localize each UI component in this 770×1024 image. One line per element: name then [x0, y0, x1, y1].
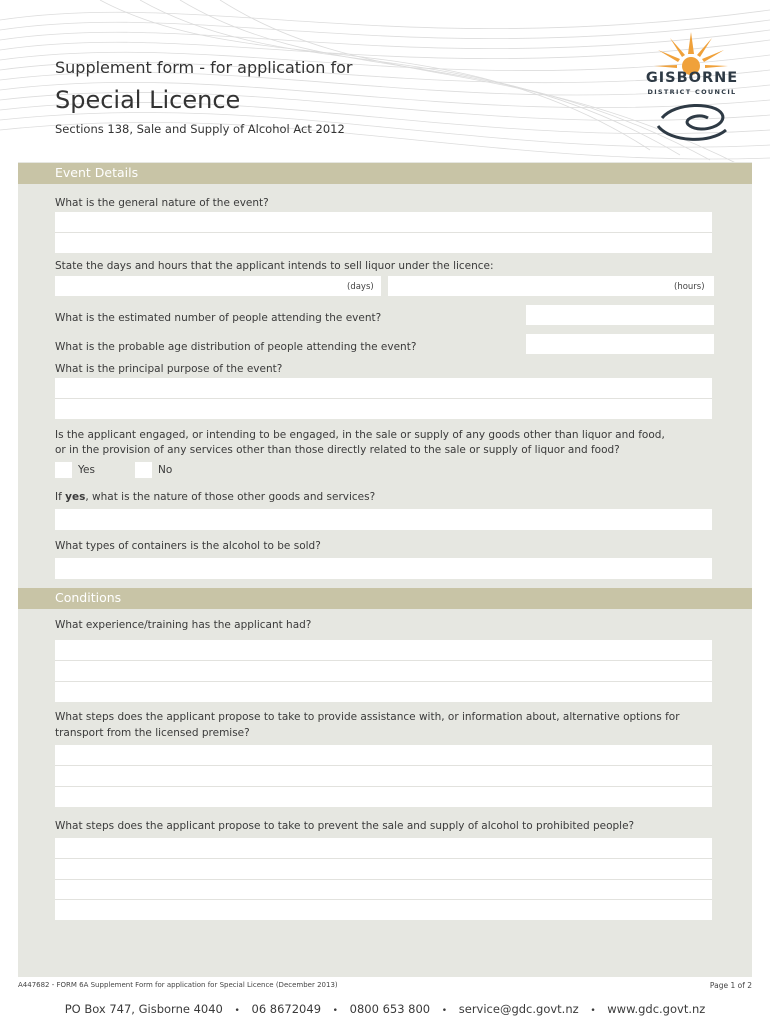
form-id: A447682 - FORM 6A Supplement Form for application for Special Licence (December 2013) [18, 981, 338, 989]
section-header-event-details [18, 163, 752, 184]
question-principal-purpose: What is the principal purpose of the event? [55, 363, 283, 375]
phone-1: 06 8672049 [251, 1002, 322, 1016]
question-if-yes [55, 489, 375, 505]
yes-checkbox[interactable] [55, 462, 72, 478]
section-title: Conditions [55, 590, 122, 605]
field-rule [55, 858, 712, 859]
logo-name: GISBORNE [645, 70, 739, 86]
question-transport-line2: transport from the licensed premise? [55, 727, 250, 739]
if-prefix: If [55, 491, 66, 503]
contact-line [0, 1002, 770, 1016]
separator: • [590, 1006, 596, 1016]
question-transport-line1: What steps does the applicant propose to take to provide assistance with, or information about, alternative options for [55, 711, 680, 723]
if-suffix: , what is the nature of those other goods and services? [85, 491, 376, 503]
field-rule [55, 232, 712, 233]
experience-field[interactable] [55, 640, 712, 702]
separator: • [332, 1006, 338, 1016]
field-rule [55, 899, 712, 900]
number-people-field[interactable] [526, 305, 714, 325]
field-rule [55, 786, 712, 787]
other-goods-field[interactable] [55, 509, 712, 530]
website-link[interactable]: www.gdc.govt.nz [607, 1002, 706, 1016]
email-link[interactable]: service@gdc.govt.nz [458, 1002, 579, 1016]
form-subtitle: Sections 138, Sale and Supply of Alcohol Act 2012 [55, 122, 345, 136]
logo-subtitle: DISTRICT COUNCIL [647, 88, 737, 96]
age-distribution-field[interactable] [526, 334, 714, 354]
page-number: Page 1 of 2 [709, 981, 752, 990]
phone-2: 0800 653 800 [349, 1002, 431, 1016]
separator: • [234, 1006, 240, 1016]
section-header-conditions [18, 588, 752, 609]
days-field[interactable] [55, 276, 381, 296]
question-prohibited: What steps does the applicant propose to take to prevent the sale and supply of alcohol to prohibited people? [55, 820, 635, 832]
question-age-distribution: What is the probable age distribution of people attending the event? [55, 341, 417, 353]
field-rule [55, 765, 712, 766]
question-other-goods-line2: or in the provision of any services other than those directly related to the sale or supply of liquor and food? [55, 444, 620, 456]
section-title: Event Details [55, 165, 139, 180]
no-checkbox[interactable] [135, 462, 152, 478]
address: PO Box 747, Gisborne 4040 [64, 1002, 223, 1016]
question-days-hours: State the days and hours that the applicant intends to sell liquor under the licence: [55, 260, 494, 272]
field-rule [55, 660, 712, 661]
no-label: No [158, 464, 173, 476]
form-title: Special Licence [55, 86, 241, 114]
days-hint: (days) [347, 282, 374, 292]
separator: • [441, 1006, 448, 1016]
field-rule [55, 681, 712, 682]
form-title-line1: Supplement form - for application for [55, 58, 353, 77]
if-yes-emphasis: yes [65, 491, 86, 503]
field-rule [55, 398, 712, 399]
question-nature: What is the general nature of the event? [55, 197, 269, 209]
hours-hint: (hours) [674, 282, 705, 292]
question-number-people: What is the estimated number of people attending the event? [55, 312, 382, 324]
yes-label: Yes [78, 464, 95, 476]
transport-field[interactable] [55, 745, 712, 807]
hours-field[interactable] [388, 276, 714, 296]
question-other-goods-line1: Is the applicant engaged, or intending to be engaged, in the sale or supply of any goods other than liquor and food, [55, 429, 665, 441]
question-containers: What types of containers is the alcohol to be sold? [55, 540, 321, 552]
question-experience: What experience/training has the applicant had? [55, 619, 312, 631]
field-rule [55, 879, 712, 880]
containers-field[interactable] [55, 558, 712, 579]
